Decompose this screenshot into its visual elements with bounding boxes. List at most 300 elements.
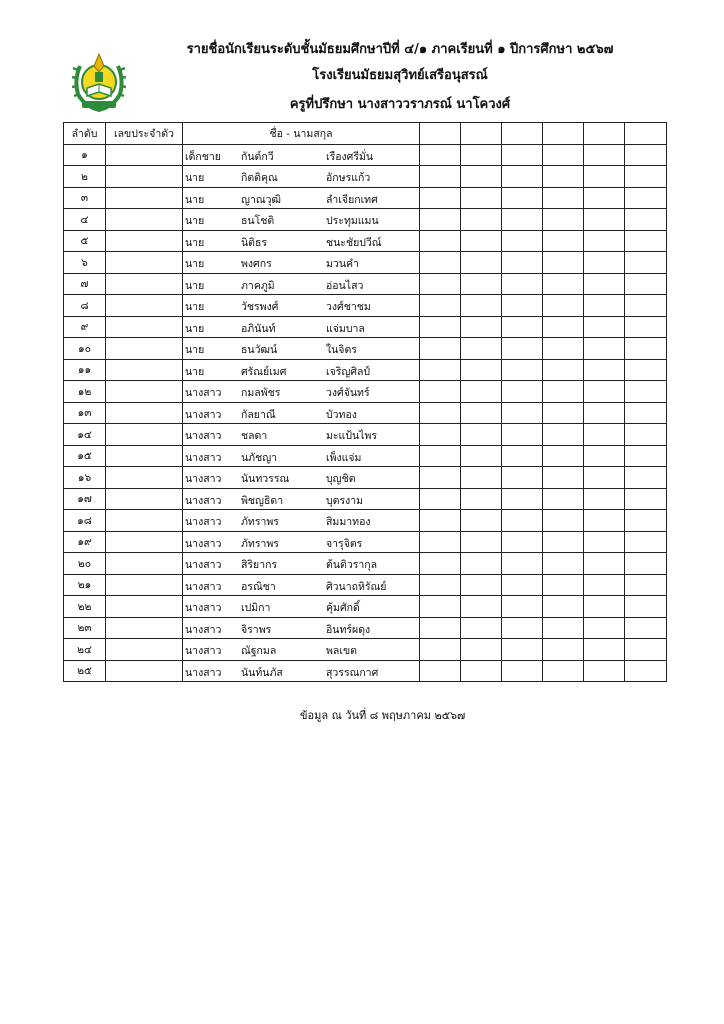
blank-cell (420, 273, 461, 295)
last-name: วงศ์จันทร์ (326, 387, 370, 400)
name-prefix: นางสาว (185, 494, 222, 507)
roster-body (64, 144, 667, 682)
blank-cell (625, 510, 667, 532)
name-prefix: นาย (185, 193, 205, 206)
blank-cell (625, 144, 667, 166)
blank-cell (461, 273, 502, 295)
student-id-cell (106, 252, 183, 274)
blank-cell (461, 359, 502, 381)
blank-cell (543, 531, 584, 553)
column-header-blank (543, 123, 584, 145)
first-name: พิชญธิดา (241, 494, 284, 507)
blank-cell (502, 488, 543, 510)
student-id-cell (106, 424, 183, 446)
student-name-cell (183, 510, 420, 532)
blank-cell (461, 510, 502, 532)
student-id-cell (106, 230, 183, 252)
student-id-cell (106, 166, 183, 188)
student-id-cell (106, 273, 183, 295)
name-prefix: นาย (185, 279, 205, 292)
last-name: ต้นติวรากุล (326, 559, 378, 572)
student-id-cell (106, 187, 183, 209)
table-row (64, 338, 667, 360)
blank-cell (502, 316, 543, 338)
name-prefix: นางสาว (185, 473, 222, 486)
blank-cell (584, 424, 625, 446)
name-prefix: นางสาว (185, 387, 222, 400)
blank-cell (461, 617, 502, 639)
name-prefix: นางสาว (185, 602, 222, 615)
blank-cell (420, 166, 461, 188)
blank-cell (584, 144, 625, 166)
blank-cell (420, 596, 461, 618)
first-name: นภัชญา (241, 451, 278, 464)
blank-cell (502, 359, 543, 381)
document-title: รายชื่อนักเรียนระดับชั้นมัธยมศึกษาปีที่ ๔/๑ ภาคเรียนที่ ๑ ปีการศึกษา ๒๕๖๗ (186, 42, 614, 57)
blank-cell (543, 510, 584, 532)
last-name: สุวรรณกาศ (326, 666, 379, 679)
blank-cell (420, 338, 461, 360)
table-row (64, 359, 667, 381)
student-id-cell (106, 596, 183, 618)
student-name-cell (183, 574, 420, 596)
blank-cell (625, 402, 667, 424)
blank-cell (461, 166, 502, 188)
blank-cell (543, 295, 584, 317)
blank-cell (420, 316, 461, 338)
table-row (64, 273, 667, 295)
blank-cell (461, 230, 502, 252)
row-number: ๘ (64, 295, 106, 317)
column-header-blank (584, 123, 625, 145)
blank-cell (584, 187, 625, 209)
row-number: ๕ (64, 230, 106, 252)
row-number: ๒๔ (64, 639, 106, 661)
blank-cell (584, 381, 625, 403)
first-name: กัลยาณี (241, 408, 276, 421)
blank-cell (461, 660, 502, 682)
blank-cell (584, 295, 625, 317)
blank-cell (625, 359, 667, 381)
student-name-cell (183, 617, 420, 639)
school-emblem-icon (70, 46, 128, 114)
table-row (64, 467, 667, 489)
last-name: วงศ์ชาชม (326, 301, 371, 314)
blank-cell (502, 596, 543, 618)
last-name: อินทร์ผดุง (326, 623, 371, 636)
blank-cell (461, 381, 502, 403)
name-prefix: เด็กชาย (185, 150, 221, 163)
last-name: คุ้มศักดิ์ (326, 602, 360, 615)
name-prefix: นางสาว (185, 666, 222, 679)
blank-cell (625, 531, 667, 553)
student-name-cell (183, 166, 420, 188)
blank-cell (461, 402, 502, 424)
first-name: ธนวัฒน์ (241, 344, 278, 357)
row-number: ๑๖ (64, 467, 106, 489)
row-number: ๒๑ (64, 574, 106, 596)
blank-cell (584, 574, 625, 596)
blank-cell (584, 359, 625, 381)
blank-cell (584, 531, 625, 553)
student-name-cell (183, 639, 420, 661)
blank-cell (420, 252, 461, 274)
column-header-student-id: เลขประจำตัว (106, 123, 183, 145)
blank-cell (625, 639, 667, 661)
blank-cell (461, 338, 502, 360)
table-row (64, 381, 667, 403)
blank-cell (502, 574, 543, 596)
blank-cell (625, 316, 667, 338)
row-number: ๒๐ (64, 553, 106, 575)
blank-cell (502, 273, 543, 295)
blank-cell (502, 531, 543, 553)
first-name: อภินันท์ (241, 322, 276, 335)
blank-cell (420, 531, 461, 553)
first-name: กันต์กวี (241, 150, 274, 163)
blank-cell (502, 381, 543, 403)
name-prefix: นางสาว (185, 451, 222, 464)
blank-cell (584, 488, 625, 510)
name-prefix: นาย (185, 301, 205, 314)
row-number: ๖ (64, 252, 106, 274)
table-row (64, 295, 667, 317)
blank-cell (502, 338, 543, 360)
student-name-cell (183, 381, 420, 403)
blank-cell (502, 166, 543, 188)
table-row (64, 488, 667, 510)
first-name: ภัทราพร (241, 516, 279, 529)
column-header-blank (420, 123, 461, 145)
blank-cell (420, 617, 461, 639)
blank-cell (461, 488, 502, 510)
blank-cell (543, 488, 584, 510)
table-row (64, 316, 667, 338)
last-name: เรืองศรีมั่น (326, 150, 374, 163)
last-name: ชนะชัยปวีณ์ (326, 236, 382, 249)
blank-cell (461, 144, 502, 166)
blank-cell (625, 617, 667, 639)
blank-cell (502, 209, 543, 231)
table-header-row (64, 123, 667, 145)
student-name-cell (183, 230, 420, 252)
name-prefix: นาย (185, 215, 205, 228)
table-row (64, 660, 667, 682)
row-number: ๑๔ (64, 424, 106, 446)
blank-cell (543, 467, 584, 489)
blank-cell (543, 273, 584, 295)
blank-cell (420, 424, 461, 446)
first-name: สิริยากร (241, 559, 278, 572)
blank-cell (625, 209, 667, 231)
blank-cell (543, 230, 584, 252)
blank-cell (420, 660, 461, 682)
name-prefix: นาย (185, 258, 205, 271)
blank-cell (584, 338, 625, 360)
column-header-full-name: ชื่อ - นามสกุล (183, 123, 420, 145)
name-prefix: นางสาว (185, 645, 222, 658)
blank-cell (625, 488, 667, 510)
last-name: บุตรงาม (326, 494, 364, 507)
student-name-cell (183, 316, 420, 338)
table-row (64, 639, 667, 661)
student-name-cell (183, 402, 420, 424)
last-name: เจริญศิลป์ (326, 365, 371, 378)
name-prefix: นางสาว (185, 408, 222, 421)
name-prefix: นาย (185, 322, 205, 335)
last-name: เพ็งแจ่ม (326, 451, 362, 464)
blank-cell (502, 402, 543, 424)
row-number: ๔ (64, 209, 106, 231)
blank-cell (584, 596, 625, 618)
last-name: บุญชิต (326, 473, 356, 486)
blank-cell (584, 252, 625, 274)
column-header-order: ลำดับ (64, 123, 106, 145)
table-row (64, 230, 667, 252)
blank-cell (502, 660, 543, 682)
blank-cell (461, 252, 502, 274)
row-number: ๒๓ (64, 617, 106, 639)
name-prefix: นางสาว (185, 580, 222, 593)
blank-cell (502, 639, 543, 661)
blank-cell (584, 467, 625, 489)
name-prefix: นางสาว (185, 623, 222, 636)
blank-cell (625, 187, 667, 209)
blank-cell (543, 639, 584, 661)
blank-cell (461, 316, 502, 338)
blank-cell (420, 295, 461, 317)
student-id-cell (106, 488, 183, 510)
table-row (64, 166, 667, 188)
row-number: ๑๙ (64, 531, 106, 553)
blank-cell (461, 574, 502, 596)
student-name-cell (183, 424, 420, 446)
blank-cell (543, 252, 584, 274)
blank-cell (502, 230, 543, 252)
blank-cell (461, 295, 502, 317)
blank-cell (543, 617, 584, 639)
blank-cell (584, 510, 625, 532)
blank-cell (584, 273, 625, 295)
blank-cell (502, 467, 543, 489)
last-name: ลำเจียกเทศ (326, 193, 378, 206)
blank-cell (420, 359, 461, 381)
blank-cell (420, 574, 461, 596)
blank-cell (502, 617, 543, 639)
student-id-cell (106, 316, 183, 338)
student-name-cell (183, 553, 420, 575)
row-number: ๑ (64, 144, 106, 166)
student-id-cell (106, 574, 183, 596)
blank-cell (543, 316, 584, 338)
student-id-cell (106, 209, 183, 231)
blank-cell (420, 467, 461, 489)
last-name: อ่อนไสว (326, 279, 364, 292)
blank-cell (543, 445, 584, 467)
blank-cell (584, 230, 625, 252)
first-name: ณัฐกมล (241, 645, 277, 658)
blank-cell (420, 402, 461, 424)
table-row (64, 209, 667, 231)
blank-cell (502, 424, 543, 446)
school-name: โรงเรียนมัธยมสุวิทย์เสรีอนุสรณ์ (312, 68, 488, 83)
first-name: ธนโชติ (241, 215, 275, 228)
blank-cell (420, 488, 461, 510)
blank-cell (461, 553, 502, 575)
blank-cell (502, 144, 543, 166)
blank-cell (584, 166, 625, 188)
student-id-cell (106, 510, 183, 532)
table-row (64, 553, 667, 575)
table-row (64, 424, 667, 446)
name-prefix: นาย (185, 344, 205, 357)
last-name: บัวทอง (326, 408, 357, 421)
advisor-line: ครูที่ปรึกษา นางสาววราภรณ์ นาโควงศ์ (289, 97, 511, 112)
blank-cell (543, 338, 584, 360)
row-number: ๒๕ (64, 660, 106, 682)
blank-cell (461, 639, 502, 661)
last-name: ศิวนาถหิรัณย์ (326, 580, 387, 593)
blank-cell (625, 574, 667, 596)
name-prefix: นาย (185, 236, 205, 249)
first-name: ภาคภูมิ (241, 279, 275, 292)
student-name-cell (183, 252, 420, 274)
row-number: ๒ (64, 166, 106, 188)
row-number: ๓ (64, 187, 106, 209)
last-name: มะแป้นไพร (326, 430, 378, 443)
blank-cell (584, 553, 625, 575)
row-number: ๑๘ (64, 510, 106, 532)
blank-cell (420, 445, 461, 467)
blank-cell (625, 230, 667, 252)
blank-cell (625, 295, 667, 317)
blank-cell (543, 187, 584, 209)
blank-cell (543, 574, 584, 596)
column-header-blank (625, 123, 667, 145)
name-prefix: นางสาว (185, 516, 222, 529)
table-row (64, 510, 667, 532)
first-name: จิราพร (241, 623, 272, 636)
student-name-cell (183, 209, 420, 231)
student-id-cell (106, 639, 183, 661)
blank-cell (461, 596, 502, 618)
blank-cell (543, 166, 584, 188)
first-name: เปมิกา (241, 602, 271, 615)
blank-cell (584, 445, 625, 467)
blank-cell (461, 187, 502, 209)
blank-cell (502, 553, 543, 575)
blank-cell (502, 445, 543, 467)
first-name: กิตติคุณ (241, 172, 278, 185)
name-prefix: นางสาว (185, 537, 222, 550)
student-id-cell (106, 381, 183, 403)
blank-cell (625, 381, 667, 403)
last-name: อักษรแก้ว (326, 172, 371, 185)
row-number: ๑๐ (64, 338, 106, 360)
last-name: มวนคำ (326, 258, 359, 271)
column-header-blank (502, 123, 543, 145)
blank-cell (625, 467, 667, 489)
table-row (64, 187, 667, 209)
table-row (64, 596, 667, 618)
first-name: ศรัณย์เมศ (241, 365, 287, 378)
student-name-cell (183, 660, 420, 682)
blank-cell (461, 424, 502, 446)
blank-cell (625, 660, 667, 682)
student-id-cell (106, 660, 183, 682)
blank-cell (625, 596, 667, 618)
row-number: ๑๗ (64, 488, 106, 510)
student-name-cell (183, 531, 420, 553)
student-roster-table (63, 122, 667, 682)
first-name: ญาณวุฒิ (241, 193, 281, 206)
blank-cell (461, 467, 502, 489)
blank-cell (420, 209, 461, 231)
blank-cell (584, 639, 625, 661)
first-name: อรณิชา (241, 580, 276, 593)
last-name: ในจิตร (326, 344, 357, 357)
blank-cell (543, 381, 584, 403)
blank-cell (543, 209, 584, 231)
student-id-cell (106, 144, 183, 166)
blank-cell (420, 381, 461, 403)
blank-cell (543, 359, 584, 381)
table-row (64, 531, 667, 553)
last-name: แจ่มบาล (326, 322, 365, 335)
student-name-cell (183, 338, 420, 360)
blank-cell (502, 510, 543, 532)
table-row (64, 402, 667, 424)
blank-cell (461, 445, 502, 467)
blank-cell (584, 402, 625, 424)
student-id-cell (106, 359, 183, 381)
blank-cell (502, 295, 543, 317)
blank-cell (543, 596, 584, 618)
first-name: กมลพัชร (241, 387, 281, 400)
student-id-cell (106, 553, 183, 575)
student-id-cell (106, 531, 183, 553)
last-name: ประทุมแมน (326, 215, 379, 228)
row-number: ๒๒ (64, 596, 106, 618)
blank-cell (625, 424, 667, 446)
student-id-cell (106, 445, 183, 467)
data-as-of-note: ข้อมูล ณ วันที่ ๘ พฤษภาคม ๒๕๖๗ (300, 709, 466, 722)
blank-cell (584, 660, 625, 682)
blank-cell (625, 166, 667, 188)
blank-cell (543, 144, 584, 166)
blank-cell (543, 553, 584, 575)
blank-cell (543, 660, 584, 682)
row-number: ๙ (64, 316, 106, 338)
blank-cell (420, 510, 461, 532)
blank-cell (625, 252, 667, 274)
blank-cell (625, 445, 667, 467)
row-number: ๑๕ (64, 445, 106, 467)
blank-cell (625, 273, 667, 295)
student-id-cell (106, 402, 183, 424)
student-name-cell (183, 488, 420, 510)
name-prefix: นาย (185, 365, 205, 378)
blank-cell (543, 402, 584, 424)
last-name: สิมมาทอง (326, 516, 371, 529)
table-row (64, 617, 667, 639)
table-row (64, 445, 667, 467)
student-name-cell (183, 144, 420, 166)
student-id-cell (106, 617, 183, 639)
name-prefix: นางสาว (185, 430, 222, 443)
name-prefix: นางสาว (185, 559, 222, 572)
blank-cell (461, 531, 502, 553)
